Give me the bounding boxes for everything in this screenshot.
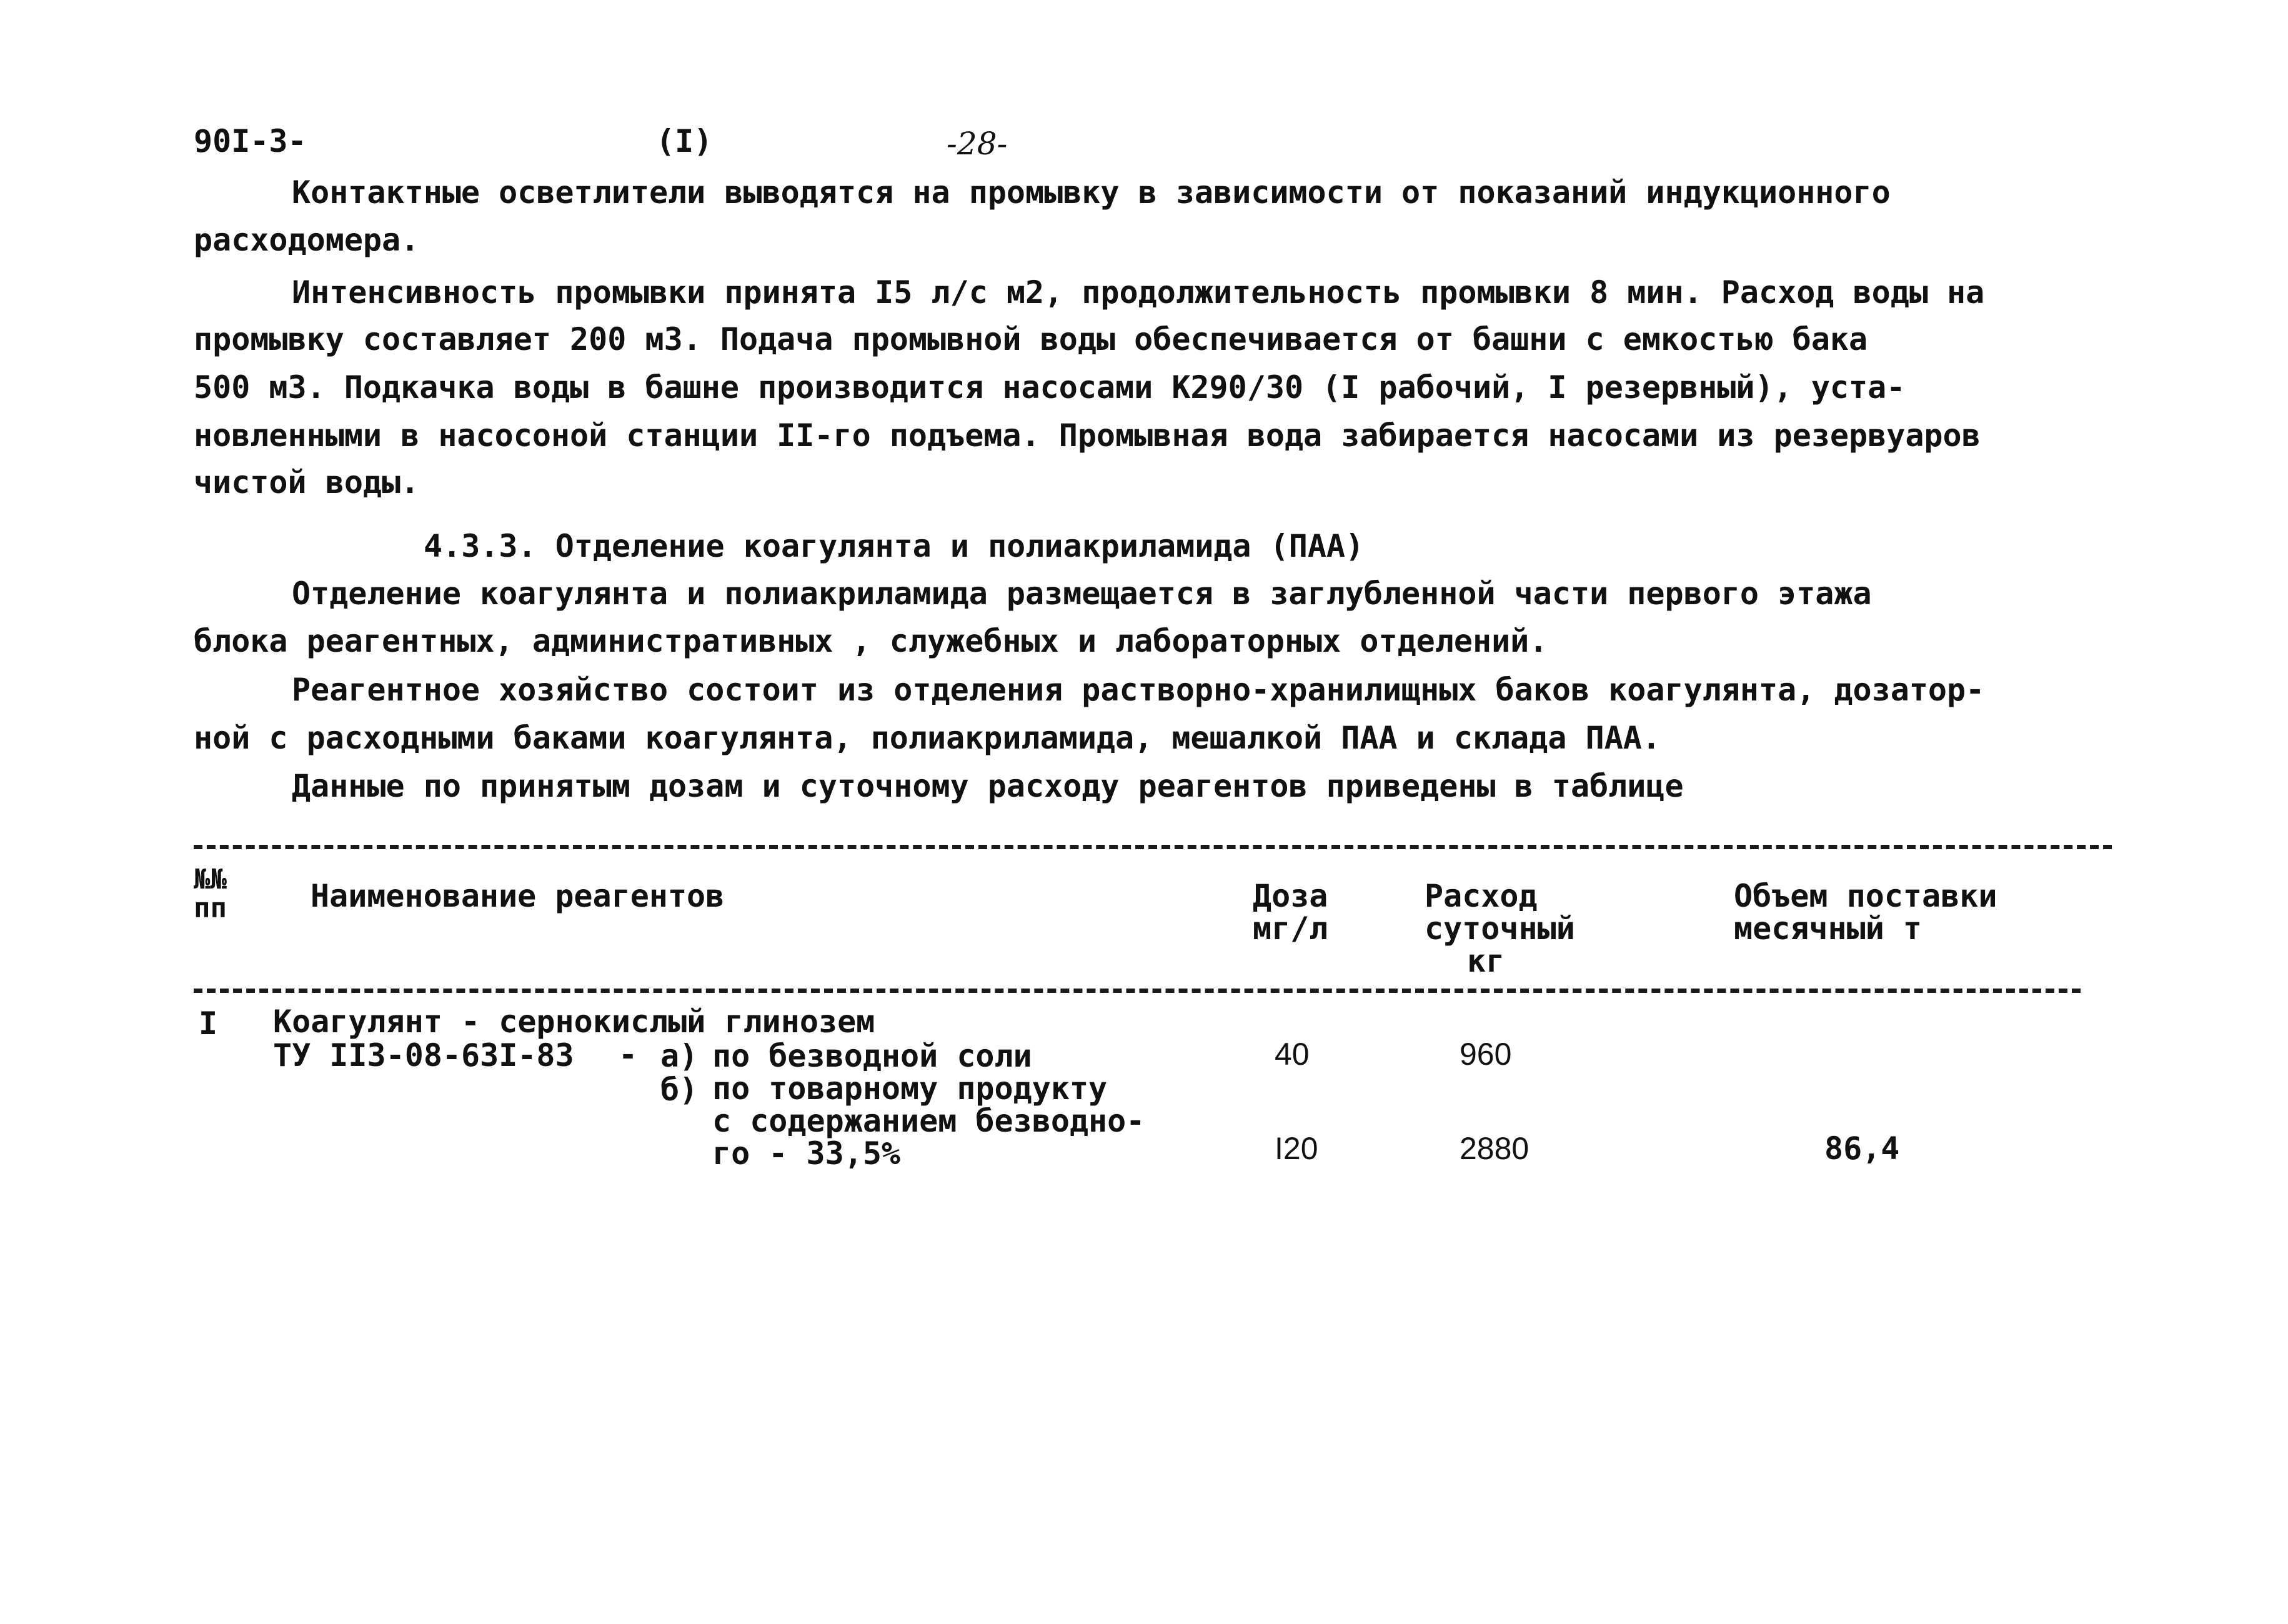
daily-a-value: 960 [1460, 1037, 1512, 1072]
row-reagent-name: Коагулянт - сернокислый глинозем ТУ II3-08-63I-83 [273, 1004, 875, 1074]
table-header-rule [194, 989, 2081, 993]
doc-code: 90I-3- [194, 123, 307, 159]
header-daily-consumption: Расход суточный кг [1425, 878, 1575, 979]
paragraph-2-line-5: чистой воды. [194, 464, 420, 501]
paragraph-4-line-2: ной с расходными баками коагулянта, полиакриламида, мешалкой ПАА и склада ПАА. [194, 720, 1661, 756]
paragraph-2-line-2: промывку составляет 200 м3. Подача промывной воды обеспечивается от башни с емкостью бака [194, 321, 1868, 357]
row-dash: - [619, 1037, 638, 1073]
paragraph-2-line-1: Интенсивность промывки принята I5 л/с м2, продолжительность промывки 8 мин. Расход воды на [292, 274, 1985, 311]
table-top-rule [194, 845, 2112, 849]
paragraph-3-line-1: Отделение коагулянта и полиакриламида размещается в заглубленной части первого этажа [292, 575, 1872, 612]
header-reagent-name: Наименование реагентов [311, 878, 725, 914]
paragraph-5-line-1: Данные по принятым дозам и суточному расходу реагентов приведены в таблице [292, 768, 1684, 804]
monthly-b-value: 86,4 [1824, 1130, 1900, 1167]
paragraph-1-line-2: расходомера. [194, 222, 420, 258]
row-marker-b: б) [660, 1072, 699, 1108]
daily-b-value: 2880 [1460, 1131, 1529, 1166]
dose-a-value: 40 [1275, 1037, 1310, 1072]
header-number: №№ пп [194, 864, 227, 924]
section-heading: 4.3.3. Отделение коагулянта и полиакриламида (ПАА) [424, 528, 1365, 564]
row-number: I [199, 1005, 218, 1042]
paragraph-1-line-1: Контактные осветлители выводятся на промывку в зависимости от показаний индукционного [292, 174, 1891, 211]
section-number: (I) [656, 123, 713, 159]
paragraph-2-line-3: 500 м3. Подкачка воды в башне производится насосами К290/30 (I рабочий, I резервный), уста- [194, 369, 1906, 406]
row-sub-items: по безводной соли по товарному продукту с содержанием безводно- го - 33,5% [712, 1038, 1145, 1172]
paragraph-3-line-2: блока реагентных, административных , служебных и лабораторных отделений. [194, 623, 1548, 659]
page-number: -28- [947, 126, 1008, 162]
dose-b-value: I20 [1275, 1131, 1318, 1166]
paragraph-2-line-4: новленными в насосоной станции II-го подъема. Промывная вода забирается насосами из резервуаров [194, 417, 1981, 454]
paragraph-4-line-1: Реагентное хозяйство состоит из отделения растворно-хранилищных баков коагулянта, дозатор- [292, 672, 1985, 708]
row-marker-a: а) [660, 1038, 699, 1074]
header-dose: Доза мг/л [1253, 878, 1328, 947]
header-monthly-delivery: Объем поставки месячный т [1734, 878, 1997, 947]
